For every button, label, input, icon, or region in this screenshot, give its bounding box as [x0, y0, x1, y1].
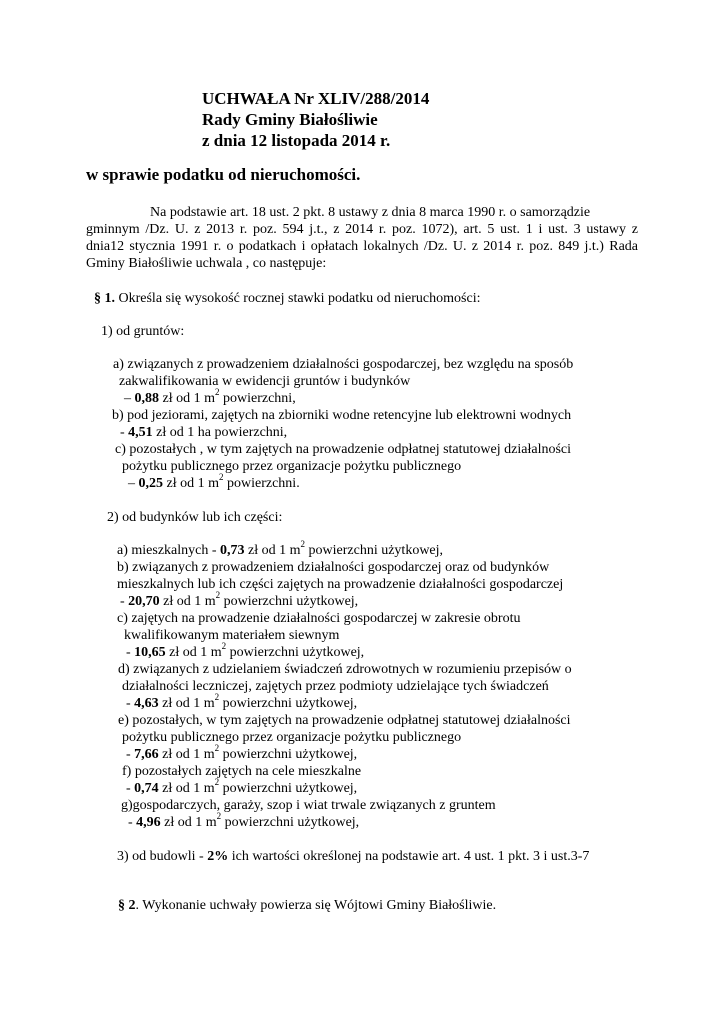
buildings-heading: 2) od budynków lub ich części:	[107, 510, 283, 525]
superscript-2: 2	[300, 539, 306, 550]
buildings-e-line-2: pożytku publicznego przez organizacje pożytku publicznego	[122, 730, 462, 745]
buildings-b-rate: 20,70	[128, 594, 160, 609]
land-a-unit: zł od 1 m	[159, 391, 215, 406]
land-heading: 1) od gruntów:	[101, 324, 185, 339]
buildings-c-line-1: c) zajętych na prowadzenie działalności gospodarczej w zakresie obrotu	[117, 611, 521, 626]
council-name: Rady Gminy Białośliwie	[202, 110, 378, 129]
buildings-a-rate: 0,73	[220, 543, 245, 558]
buildings-g-suffix: powierzchni użytkowej,	[221, 815, 360, 830]
resolution-date: z dnia 12 listopada 2014 r.	[202, 131, 391, 150]
structures-rate: 2%	[207, 849, 229, 864]
land-c-line-2: pożytku publicznego przez organizacje pożytku publicznego	[122, 459, 462, 474]
buildings-d-unit: zł od 1 m	[158, 696, 215, 711]
buildings-e-suffix: powierzchni użytkowej,	[219, 747, 358, 762]
land-b-dash: -	[120, 425, 129, 440]
resolution-subject: w sprawie podatku od nieruchomości.	[86, 165, 361, 184]
buildings-f-rate: 0,74	[134, 781, 159, 796]
buildings-e-rate-line	[126, 743, 358, 763]
buildings-b-rate-line	[120, 590, 359, 610]
resolution-number: UCHWAŁA Nr XLIV/288/2014	[202, 89, 430, 108]
preamble-line-4: Gminy Białośliwie uchwala , co następuje:	[86, 256, 327, 271]
buildings-e-rate: 7,66	[134, 747, 159, 762]
buildings-c-dash: -	[126, 645, 135, 660]
buildings-d-line-2: działalności leczniczej, zajętych przez podmioty udzielające tych świadczeń	[122, 679, 549, 694]
land-c-unit: zł od 1 m	[163, 476, 219, 491]
land-a-suffix: powierzchni,	[219, 391, 296, 406]
land-c-rate: 0,25	[138, 476, 163, 491]
structures-label: 3) od budowli -	[117, 849, 208, 864]
buildings-c-unit: zł od 1 m	[165, 645, 222, 660]
land-c-rate-line	[128, 472, 300, 492]
buildings-f-unit: zł od 1 m	[158, 781, 215, 796]
paragraph-1-label: § 1.	[94, 291, 115, 306]
buildings-b-line-1: b) związanych z prowadzeniem działalności gospodarczej oraz od budynków	[117, 560, 550, 575]
buildings-f-rate-line	[126, 777, 358, 797]
buildings-g-rate: 4,96	[136, 815, 161, 830]
buildings-a-unit: zł od 1 m	[244, 543, 301, 558]
land-c-suffix: powierzchni.	[223, 476, 300, 491]
buildings-c-suffix: powierzchni użytkowej,	[226, 645, 365, 660]
buildings-e-dash: -	[126, 747, 135, 762]
buildings-b-line-2: mieszkalnych lub ich części zajętych na prowadzenie działalności gospodarczej	[117, 577, 564, 592]
buildings-f-suffix: powierzchni użytkowej,	[219, 781, 358, 796]
land-a-line-2: zakwalifikowania w ewidencji gruntów i budynków	[119, 374, 411, 389]
preamble-line-1: Na podstawie art. 18 ust. 2 pkt. 8 ustawy z dnia 8 marca 1990 r. o samorządzie	[150, 205, 591, 220]
preamble-line-2: gminnym /Dz. U. z 2013 r. poz. 594 j.t., z 2014 r. poz. 1072), art. 5 ust. 1 i ust. 3 ustawy z	[86, 222, 638, 237]
buildings-d-rate-line	[126, 692, 358, 712]
buildings-e-unit: zł od 1 m	[158, 747, 215, 762]
buildings-g-line-1: g)gospodarczych, garaży, szop i wiat trwale związanych z gruntem	[121, 798, 496, 813]
land-a-rate-line	[124, 387, 296, 407]
buildings-g-rate-line	[128, 811, 360, 831]
buildings-b-suffix: powierzchni użytkowej,	[220, 594, 359, 609]
superscript-2: 2	[214, 692, 220, 703]
paragraph-2	[118, 897, 496, 914]
superscript-2: 2	[221, 641, 227, 652]
superscript-2: 2	[215, 590, 221, 601]
superscript-2: 2	[214, 777, 220, 788]
buildings-d-rate: 4,63	[134, 696, 159, 711]
land-a-rate: 0,88	[134, 391, 159, 406]
buildings-g-unit: zł od 1 m	[160, 815, 217, 830]
paragraph-1-text: Określa się wysokość rocznej stawki podatku od nieruchomości:	[115, 291, 481, 306]
buildings-b-dash: -	[120, 594, 129, 609]
buildings-d-suffix: powierzchni użytkowej,	[219, 696, 358, 711]
land-a-line-1: a) związanych z prowadzeniem działalności gospodarczej, bez względu na sposób	[113, 357, 574, 372]
buildings-c-rate: 10,65	[134, 645, 166, 660]
preamble-line-3: dnia12 stycznia 1991 r. o podatkach i opłatach lokalnych /Dz. U. z 2014 r. poz. 849 j.t.) Rada	[86, 239, 638, 254]
buildings-f-dash: -	[126, 781, 135, 796]
paragraph-2-label: § 2	[118, 898, 136, 913]
buildings-b-unit: zł od 1 m	[159, 594, 216, 609]
land-b-line-1: b) pod jeziorami, zajętych na zbiorniki wodne retencyjne lub elektrowni wodnych	[112, 408, 572, 423]
buildings-a-suffix: powierzchni użytkowej,	[305, 543, 444, 558]
land-b-suffix: zł od 1 ha powierzchni,	[152, 425, 288, 440]
structures-line	[117, 848, 589, 865]
buildings-a-label: a) mieszkalnych -	[117, 543, 221, 558]
buildings-g-dash: -	[128, 815, 137, 830]
land-b-rate: 4,51	[128, 425, 153, 440]
superscript-2: 2	[219, 472, 224, 483]
buildings-c-rate-line	[126, 641, 365, 661]
buildings-a-line	[117, 539, 444, 559]
structures-suffix: ich wartości określonej na podstawie art. 4 ust. 1 pkt. 3 i ust.3-7	[228, 849, 590, 864]
buildings-e-line-1: e) pozostałych, w tym zajętych na prowadzenie odpłatnej statutowej działalności	[118, 713, 571, 728]
land-c-dash: –	[128, 476, 139, 491]
paragraph-2-text: . Wykonanie uchwały powierza się Wójtowi Gminy Białośliwie.	[135, 898, 497, 913]
superscript-2: 2	[215, 387, 220, 398]
land-a-dash: –	[124, 391, 135, 406]
paragraph-1	[94, 290, 480, 307]
buildings-d-dash: -	[126, 696, 135, 711]
superscript-2: 2	[214, 743, 220, 754]
land-b-rate-line	[120, 424, 287, 441]
buildings-c-line-2: kwalifikowanym materiałem siewnym	[124, 628, 340, 643]
land-c-line-1: c) pozostałych , w tym zajętych na prowadzenie odpłatnej statutowej działalności	[115, 442, 572, 457]
buildings-f-line-1: f) pozostałych zajętych na cele mieszkalne	[122, 764, 362, 779]
buildings-d-line-1: d) związanych z udzielaniem świadczeń zdrowotnych w rozumieniu przepisów o	[118, 662, 572, 677]
superscript-2: 2	[216, 811, 222, 822]
